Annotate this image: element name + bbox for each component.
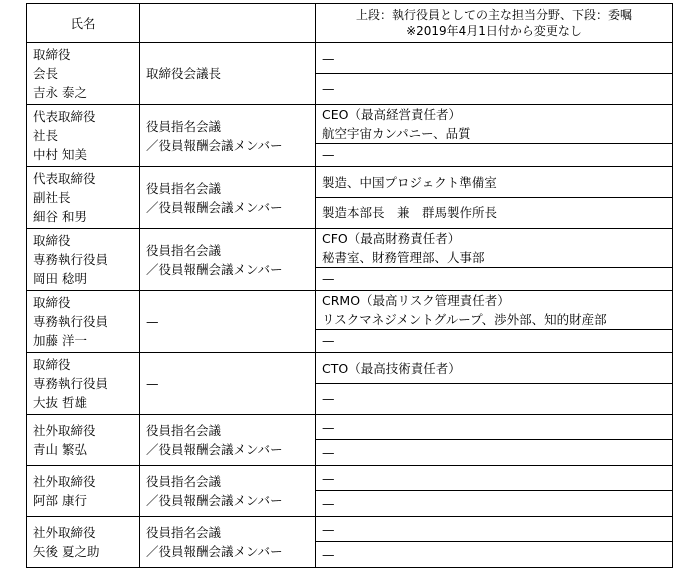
committee-text: ／役員報酬会議メンバー	[146, 137, 283, 153]
role-cell	[316, 43, 673, 105]
committee-text: 役員指名会議	[146, 242, 222, 258]
member-name-cell	[27, 517, 140, 568]
role-commission-text: —	[322, 333, 335, 348]
header-role-line1: 上段：執行役員としての主な担当分野、下段：委嘱	[355, 8, 632, 22]
role-responsibility-text: —	[322, 419, 335, 435]
member-name: 加藤 洋一	[33, 333, 87, 348]
committee-text: ／役員報酬会議メンバー	[146, 261, 283, 277]
member-name: 中村 知美	[33, 147, 87, 162]
committee-text: ／役員報酬会議メンバー	[146, 442, 283, 457]
member-name: 吉永 泰之	[33, 85, 87, 100]
role-responsibility	[316, 517, 672, 542]
committee-text: 役員指名会議	[146, 525, 222, 540]
role-responsibility-text: リスクマネジメントグループ、渉外部、知的財産部	[322, 312, 607, 327]
committee-text: 役員指名会議	[146, 118, 222, 134]
member-title: 代表取締役	[33, 109, 96, 124]
member-name-cell	[27, 291, 140, 353]
role-responsibility-text: 航空宇宙カンパニー、品質	[322, 126, 471, 141]
committee-cell	[140, 229, 316, 291]
member-title: 取締役	[33, 295, 71, 310]
member-name: 矢後 夏之助	[33, 544, 100, 559]
member-name: 大抜 哲雄	[33, 395, 87, 410]
committee-text: ／役員報酬会議メンバー	[146, 493, 283, 508]
member-name-cell	[27, 167, 140, 229]
member-title: 専務執行役員	[33, 376, 109, 391]
role-commission	[316, 440, 672, 465]
table-row	[27, 466, 673, 517]
header-committee	[140, 4, 316, 43]
role-cell	[316, 229, 673, 291]
member-title: 代表取締役	[33, 171, 96, 186]
member-title: 取締役	[33, 233, 71, 248]
role-responsibility	[316, 415, 672, 440]
member-title: 社外取締役	[33, 525, 96, 540]
role-responsibility-text: —	[322, 521, 335, 537]
role-cell	[316, 291, 673, 353]
committee-cell	[140, 353, 316, 415]
role-cell	[316, 105, 673, 167]
role-cell	[316, 415, 673, 466]
role-commission-text: —	[322, 147, 335, 162]
table-row	[27, 353, 673, 415]
member-title: 社長	[33, 128, 59, 143]
committee-cell	[140, 291, 316, 353]
committee-cell	[140, 466, 316, 517]
member-name-cell	[27, 415, 140, 466]
committee-text: ／役員報酬会議メンバー	[146, 544, 283, 559]
member-name: 青山 繁弘	[33, 442, 87, 457]
committee-cell	[140, 105, 316, 167]
role-responsibility-text: —	[322, 470, 335, 486]
table-row	[27, 105, 673, 167]
role-responsibility	[316, 230, 672, 268]
member-name-cell	[27, 43, 140, 105]
header-role	[316, 4, 673, 43]
role-responsibility	[316, 169, 672, 198]
table-row	[27, 291, 673, 353]
table-row	[27, 229, 673, 291]
role-cell	[316, 466, 673, 517]
role-responsibility	[316, 44, 672, 74]
committee-text: —	[146, 376, 159, 391]
role-responsibility-text: 秘書室、財務管理部、人事部	[322, 250, 485, 265]
role-commission	[316, 198, 672, 227]
role-cell	[316, 167, 673, 229]
committee-text: 役員指名会議	[146, 423, 222, 438]
member-name: 細谷 和男	[33, 209, 87, 224]
committee-text: 役員指名会議	[146, 474, 222, 489]
header-name: 氏名	[27, 4, 140, 43]
role-responsibility	[316, 466, 672, 491]
role-responsibility-text: —	[322, 50, 335, 66]
role-responsibility-text: CEO（最高経営責任者）	[322, 107, 461, 122]
role-commission	[316, 144, 672, 166]
member-name-cell	[27, 466, 140, 517]
table-header-row	[27, 4, 673, 43]
role-commission	[316, 74, 672, 104]
board-members-table	[26, 3, 673, 568]
member-title: 会長	[33, 66, 59, 81]
member-name: 阿部 康行	[33, 493, 87, 508]
table-row	[27, 517, 673, 568]
role-responsibility	[316, 354, 672, 384]
committee-cell	[140, 415, 316, 466]
role-responsibility	[316, 292, 672, 330]
role-responsibility-text: CFO（最高財務責任者）	[322, 231, 461, 246]
member-name-cell	[27, 353, 140, 415]
member-title: 取締役	[33, 47, 71, 62]
role-cell	[316, 517, 673, 568]
committee-cell	[140, 167, 316, 229]
role-responsibility-text: 製造、中国プロジェクト準備室	[322, 175, 497, 190]
table-row	[27, 167, 673, 229]
member-name: 岡田 稔明	[33, 271, 87, 286]
member-title: 社外取締役	[33, 423, 96, 438]
role-commission-text: —	[322, 81, 335, 96]
table-row	[27, 43, 673, 105]
role-commission-text: —	[322, 496, 335, 511]
header-role-line2: ※2019年4月1日付から変更なし	[406, 24, 582, 38]
member-title: 社外取締役	[33, 474, 96, 489]
member-title: 専務執行役員	[33, 314, 109, 329]
member-name-cell	[27, 229, 140, 291]
member-title: 副社長	[33, 190, 71, 205]
role-commission	[316, 268, 672, 290]
table-row	[27, 415, 673, 466]
role-cell	[316, 353, 673, 415]
role-commission	[316, 330, 672, 352]
role-commission-text: —	[322, 391, 335, 406]
role-commission-text: —	[322, 271, 335, 286]
committee-cell	[140, 517, 316, 568]
committee-text: —	[146, 314, 159, 329]
role-responsibility-text: CRMO（最高リスク管理責任者）	[322, 293, 510, 308]
committee-cell	[140, 43, 316, 105]
role-commission-text: —	[322, 445, 335, 460]
role-commission-text: 製造本部長 兼 群馬製作所長	[322, 204, 498, 220]
committee-text: 取締役会議長	[146, 66, 222, 81]
role-responsibility	[316, 106, 672, 144]
role-commission	[316, 384, 672, 414]
member-title: 専務執行役員	[33, 252, 109, 267]
committee-text: 役員指名会議	[146, 180, 222, 196]
role-commission-text: —	[322, 547, 335, 562]
committee-text: ／役員報酬会議メンバー	[146, 199, 283, 215]
role-responsibility-text: CTO（最高技術責任者）	[322, 360, 461, 376]
member-title: 取締役	[33, 357, 71, 372]
role-commission	[316, 491, 672, 516]
member-name-cell	[27, 105, 140, 167]
